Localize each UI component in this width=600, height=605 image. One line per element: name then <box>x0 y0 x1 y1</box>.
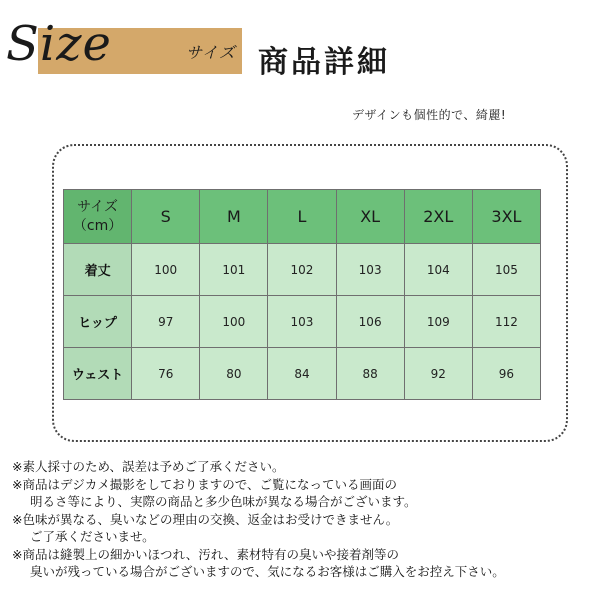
notes-section <box>12 458 505 581</box>
size-header-cell: XL <box>336 190 404 244</box>
table-cell: 97 <box>132 296 200 348</box>
size-chart-table <box>63 189 541 400</box>
note-line: 臭いが残っている場合がございますので、気になるお客様はご購入をお控え下さい。 <box>30 564 505 579</box>
size-header-row <box>64 190 541 244</box>
table-cell: 112 <box>472 296 540 348</box>
table-row-hip <box>64 296 541 348</box>
size-header-cell: S <box>132 190 200 244</box>
note-line: ※素人採寸のため、誤差は予めご了承ください。 <box>12 459 285 474</box>
size-script-logo: Size <box>6 16 112 72</box>
row-label: ヒップ <box>64 296 132 348</box>
table-cell: 100 <box>200 296 268 348</box>
table-cell: 96 <box>472 348 540 400</box>
note-line: ※商品はデジカメ撮影をしておりますので、ご覧になっている画面の <box>12 476 397 492</box>
size-header-cell: M <box>200 190 268 244</box>
size-unit-cm: （cm） <box>72 217 123 234</box>
size-header-cell: 2XL <box>404 190 472 244</box>
table-cell: 76 <box>132 348 200 400</box>
table-cell: 104 <box>404 244 472 296</box>
table-cell: 103 <box>268 296 336 348</box>
note-line: 明るさ等により、実際の商品と多少色味が異なる場合がございます。 <box>30 494 417 509</box>
table-cell: 84 <box>268 348 336 400</box>
table-cell: 103 <box>336 244 404 296</box>
note-line: ※色味が異なる、臭いなどの理由の交換、返金はお受けできません。 <box>12 511 399 527</box>
table-cell: 100 <box>132 244 200 296</box>
table-row-waist <box>64 348 541 400</box>
table-cell: 101 <box>200 244 268 296</box>
table-cell: 109 <box>404 296 472 348</box>
table-row-length <box>64 244 541 296</box>
row-label: 着丈 <box>64 244 132 296</box>
size-kana-label: サイズ <box>186 43 236 62</box>
table-cell: 106 <box>336 296 404 348</box>
row-label: ウェスト <box>64 348 132 400</box>
size-unit-label: サイズ <box>77 198 119 215</box>
table-cell: 88 <box>336 348 404 400</box>
page-subtitle: デザインも個性的で、綺麗! <box>352 108 507 122</box>
table-cell: 80 <box>200 348 268 400</box>
note-line: ※商品は縫製上の細かいほつれ、汚れ、素材特有の臭いや接着剤等の <box>12 546 399 562</box>
size-header-cell: 3XL <box>472 190 540 244</box>
table-cell: 92 <box>404 348 472 400</box>
size-header-cell: L <box>268 190 336 244</box>
note-line: ご了承くださいませ。 <box>30 529 155 544</box>
table-cell: 102 <box>268 244 336 296</box>
page-title: 商品詳細 <box>258 45 390 80</box>
table-cell: 105 <box>472 244 540 296</box>
size-unit-header <box>64 190 132 244</box>
